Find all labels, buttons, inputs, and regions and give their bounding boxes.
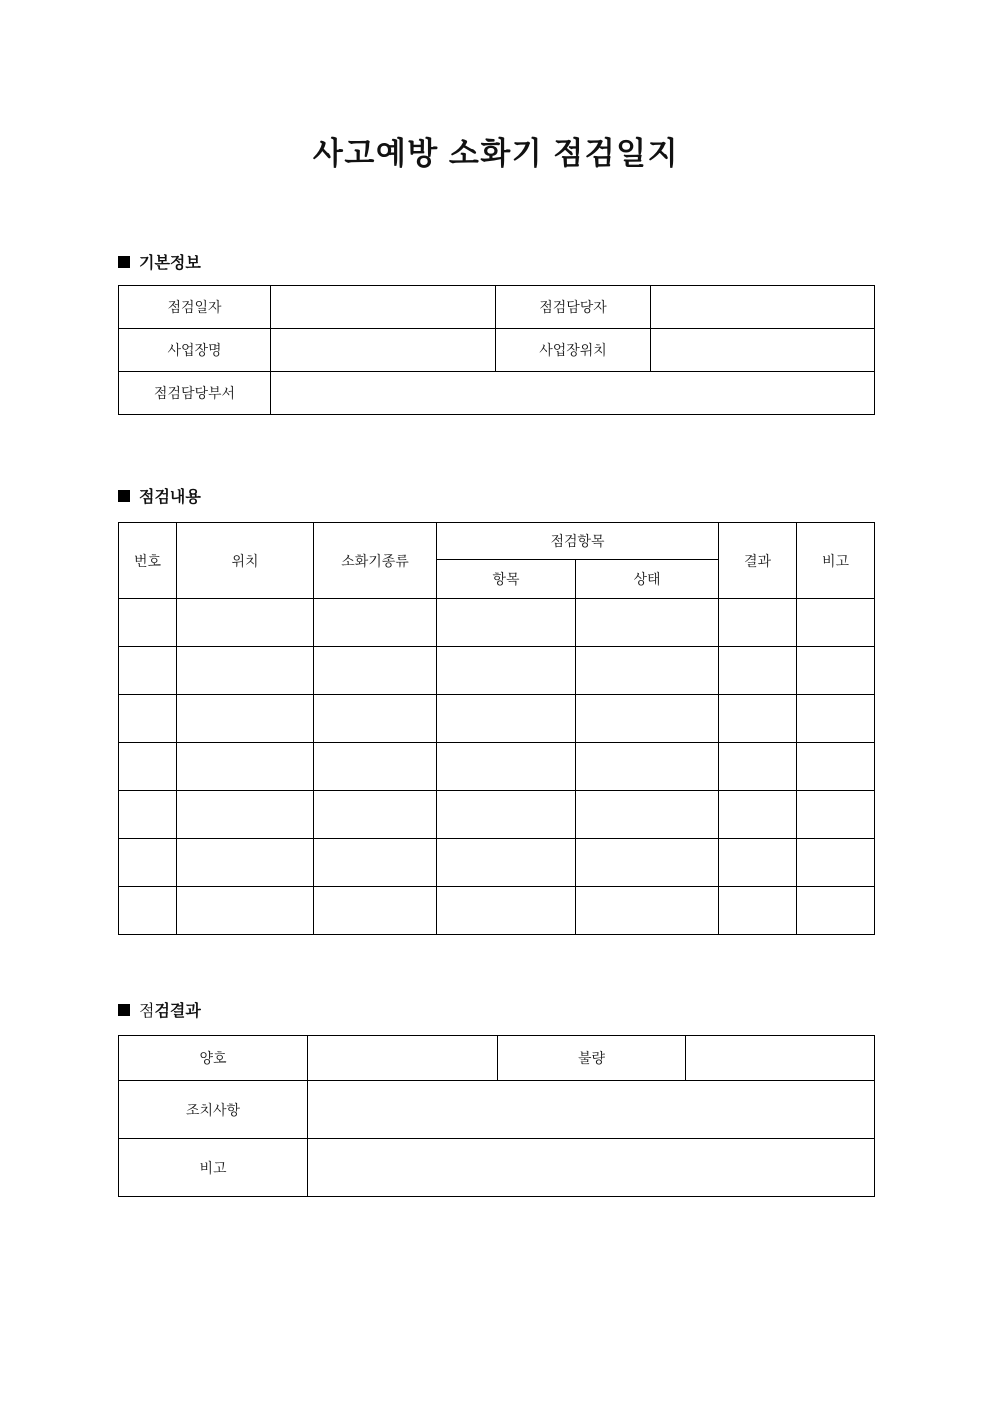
cell-result[interactable]	[719, 887, 797, 935]
cell-result[interactable]	[719, 695, 797, 743]
cell-extinguisher-type[interactable]	[314, 743, 437, 791]
inspection-table	[118, 522, 875, 935]
label-inspection-date: 점검일자	[119, 286, 271, 329]
field-fail[interactable]	[686, 1036, 875, 1081]
table-row	[119, 599, 875, 647]
table-row	[119, 887, 875, 935]
label-pass: 양호	[119, 1036, 308, 1081]
table-row	[119, 791, 875, 839]
table-row	[119, 695, 875, 743]
square-bullet-icon	[118, 256, 130, 268]
cell-location[interactable]	[177, 647, 314, 695]
table-row	[119, 372, 875, 415]
field-inspector[interactable]	[651, 286, 875, 329]
table-row	[119, 647, 875, 695]
cell-state[interactable]	[576, 839, 719, 887]
cell-state[interactable]	[576, 647, 719, 695]
result-table	[118, 1035, 875, 1197]
cell-extinguisher-type[interactable]	[314, 887, 437, 935]
cell-location[interactable]	[177, 695, 314, 743]
label-workplace-location: 사업장위치	[496, 329, 651, 372]
cell-no[interactable]	[119, 647, 177, 695]
cell-result[interactable]	[719, 839, 797, 887]
cell-result[interactable]	[719, 743, 797, 791]
section-heading-result-label-light: 점	[139, 1003, 155, 1020]
cell-remark[interactable]	[797, 839, 875, 887]
square-bullet-icon	[118, 490, 130, 502]
section-heading-result-label-bold: 검결과	[154, 1003, 201, 1020]
cell-no[interactable]	[119, 743, 177, 791]
cell-extinguisher-type[interactable]	[314, 695, 437, 743]
field-action-taken[interactable]	[308, 1081, 875, 1139]
cell-remark[interactable]	[797, 647, 875, 695]
field-workplace-location[interactable]	[651, 329, 875, 372]
cell-result[interactable]	[719, 599, 797, 647]
section-heading-basic-info-label: 기본정보	[139, 255, 201, 272]
cell-location[interactable]	[177, 887, 314, 935]
cell-location[interactable]	[177, 743, 314, 791]
cell-state[interactable]	[576, 887, 719, 935]
cell-no[interactable]	[119, 791, 177, 839]
label-result-remark: 비고	[119, 1139, 308, 1197]
column-header-extinguisher-type: 소화기종류	[314, 523, 437, 599]
cell-result[interactable]	[719, 647, 797, 695]
cell-remark[interactable]	[797, 599, 875, 647]
column-header-inspection-items-group: 점검항목	[437, 523, 719, 560]
table-row	[119, 1036, 875, 1081]
column-header-location: 위치	[177, 523, 314, 599]
field-result-remark[interactable]	[308, 1139, 875, 1197]
column-header-no: 번호	[119, 523, 177, 599]
table-header-row	[119, 523, 875, 560]
cell-item[interactable]	[437, 839, 576, 887]
page-title: 사고예방 소화기 점검일지	[312, 136, 680, 171]
cell-no[interactable]	[119, 887, 177, 935]
column-header-item: 항목	[437, 560, 576, 599]
table-row	[119, 839, 875, 887]
section-heading-basic-info	[118, 250, 201, 273]
cell-item[interactable]	[437, 695, 576, 743]
column-header-state: 상태	[576, 560, 719, 599]
field-workplace-name[interactable]	[271, 329, 496, 372]
field-inspection-department[interactable]	[271, 372, 875, 415]
section-heading-inspection	[118, 484, 201, 507]
field-inspection-date[interactable]	[271, 286, 496, 329]
cell-extinguisher-type[interactable]	[314, 647, 437, 695]
cell-no[interactable]	[119, 839, 177, 887]
label-inspection-department: 점검담당부서	[119, 372, 271, 415]
cell-item[interactable]	[437, 887, 576, 935]
table-row	[119, 743, 875, 791]
table-row	[119, 286, 875, 329]
section-heading-inspection-label: 점검내용	[139, 489, 201, 506]
cell-no[interactable]	[119, 695, 177, 743]
square-bullet-icon	[118, 1004, 130, 1016]
cell-remark[interactable]	[797, 743, 875, 791]
column-header-remark: 비고	[797, 523, 875, 599]
cell-remark[interactable]	[797, 695, 875, 743]
cell-location[interactable]	[177, 599, 314, 647]
label-workplace-name: 사업장명	[119, 329, 271, 372]
label-fail: 불량	[498, 1036, 686, 1081]
label-action-taken: 조치사항	[119, 1081, 308, 1139]
cell-extinguisher-type[interactable]	[314, 599, 437, 647]
table-row	[119, 1081, 875, 1139]
table-row	[119, 329, 875, 372]
cell-remark[interactable]	[797, 887, 875, 935]
basic-info-table	[118, 285, 875, 415]
section-heading-result	[118, 998, 201, 1021]
cell-state[interactable]	[576, 695, 719, 743]
cell-extinguisher-type[interactable]	[314, 839, 437, 887]
cell-location[interactable]	[177, 839, 314, 887]
cell-remark[interactable]	[797, 791, 875, 839]
cell-item[interactable]	[437, 647, 576, 695]
field-pass[interactable]	[308, 1036, 498, 1081]
cell-no[interactable]	[119, 599, 177, 647]
cell-state[interactable]	[576, 743, 719, 791]
column-header-result: 결과	[719, 523, 797, 599]
table-row	[119, 1139, 875, 1197]
cell-state[interactable]	[576, 599, 719, 647]
cell-state[interactable]	[576, 791, 719, 839]
cell-item[interactable]	[437, 743, 576, 791]
cell-item[interactable]	[437, 599, 576, 647]
label-inspector: 점검담당자	[496, 286, 651, 329]
cell-extinguisher-type[interactable]	[314, 791, 437, 839]
cell-result[interactable]	[719, 791, 797, 839]
cell-item[interactable]	[437, 791, 576, 839]
cell-location[interactable]	[177, 791, 314, 839]
